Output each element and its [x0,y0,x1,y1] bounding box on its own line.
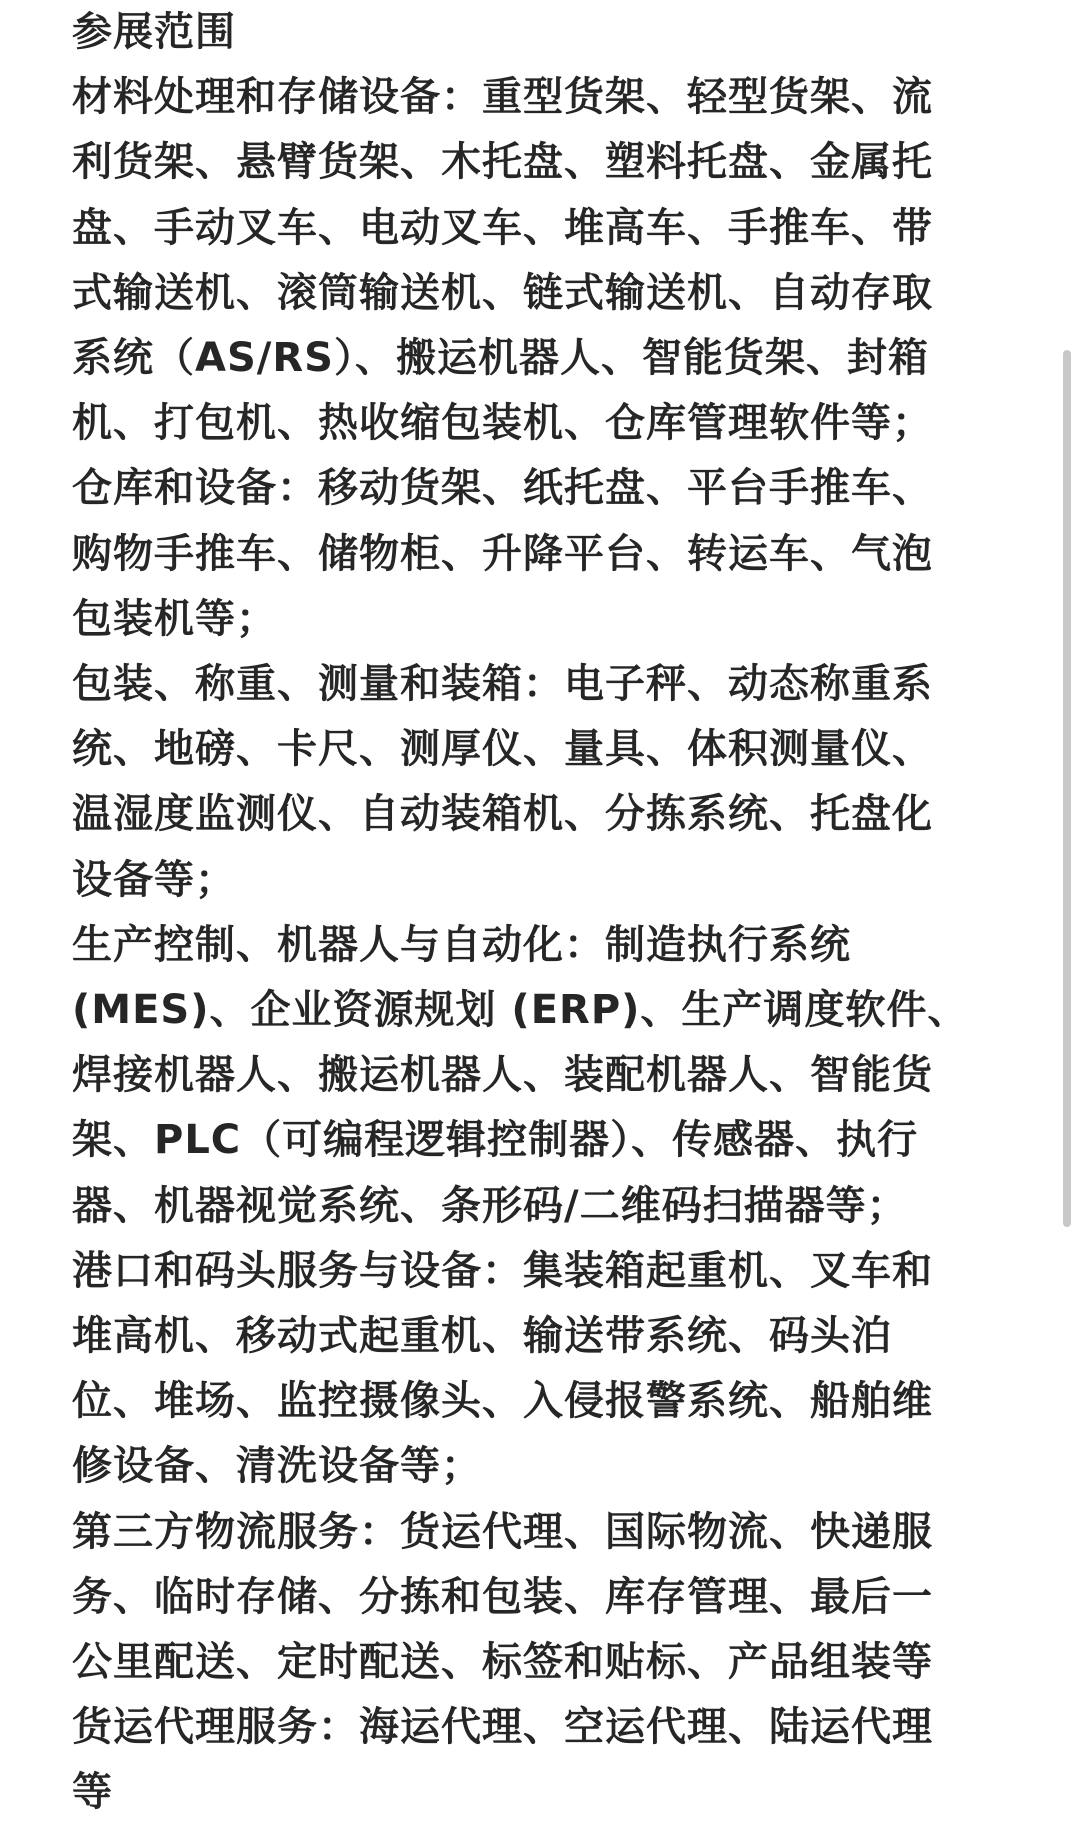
paragraph-freight-forwarding: 货运代理服务：海运代理、空运代理、陆运代理 等 [72,1704,933,1816]
paragraph-packaging-weighing: 包装、称重、测量和装箱：电子秤、动态称重系 统、地磅、卡尺、测厚仪、量具、体积测量仪、 温湿度监测仪、自动装箱机、分拣系统、托盘化 设备等； [72,661,933,903]
paragraph-third-party-logistics: 第三方物流服务：货运代理、国际物流、快递服 务、临时存储、分拣和包装、库存管理、最后一 公里配送、定时配送、标签和贴标、产品组装等 [72,1508,933,1686]
paragraph-port-terminal: 港口和码头服务与设备：集装箱起重机、叉车和 堆高机、移动式起重机、输送带系统、码头泊 位、堆场、监控摄像头、入侵报警系统、船舶维 修设备、清洗设备等； [72,1247,933,1490]
paragraph-warehouse: 仓库和设备：移动货架、纸托盘、平台手推车、 购物手推车、储物柜、升降平台、转运车、气泡 包装机等； [72,465,933,642]
vertical-scrollbar[interactable] [1063,350,1071,1227]
document-body [72,0,1012,1826]
paragraph-production-automation: 生产控制、机器人与自动化：制造执行系统 (MES)、企业资源规划 (ERP)、生产调度软件、 焊接机器人、搬运机器人、装配机器人、智能货 架、PLC（可编程逻辑控制器）、传感器、执行 器、机器视觉系统、条形码/二维码扫描器等； [72,921,969,1229]
paragraph-material-handling: 材料处理和存储设备：重型货架、轻型货架、流 利货架、悬臂货架、木托盘、塑料托盘、金属托 盘、手动叉车、电动叉车、堆高车、手推车、带 式输送机、滚筒输送机、链式输送机、自动存取 系统（AS/RS）、搬运机器人、智能货架、封箱 机、打包机、热收缩包装机、仓库管理软件等； [72,74,933,447]
document-title: 参展范围 [72,9,236,55]
